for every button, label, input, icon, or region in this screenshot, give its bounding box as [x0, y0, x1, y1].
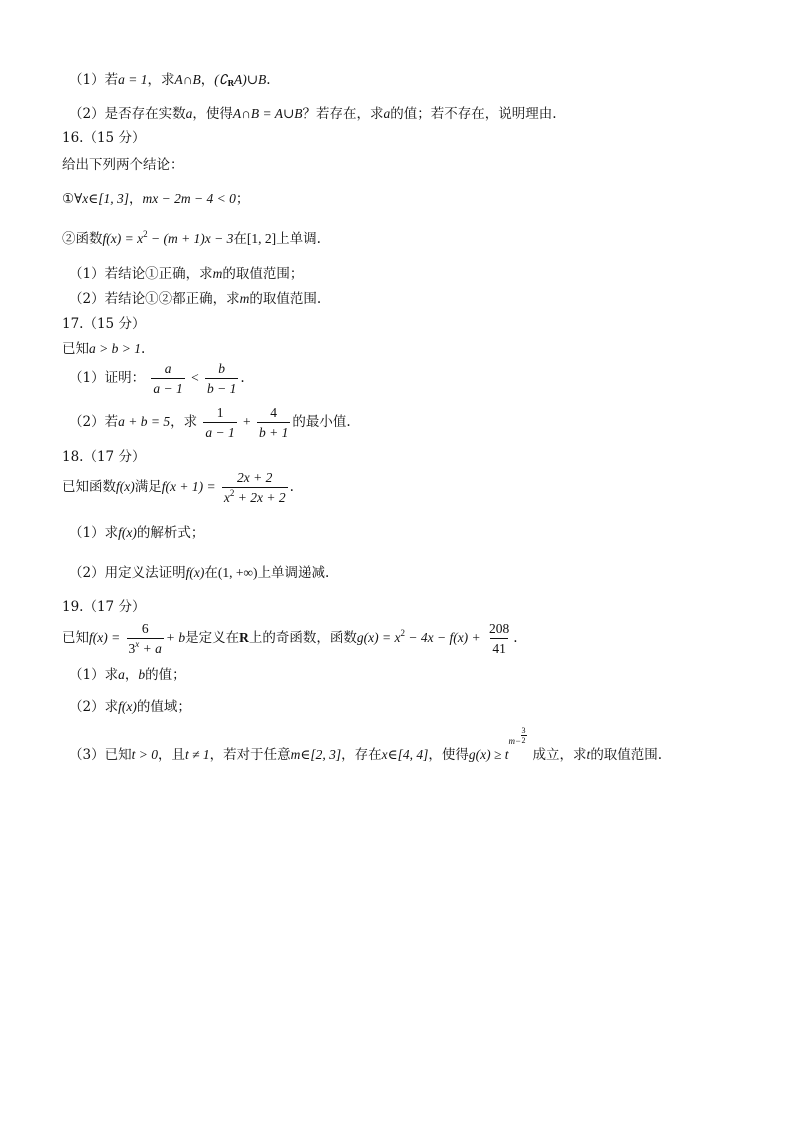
q17-part2: （2）若a + b = 5，求 $\frac{1}{a - 1}$ + $\frac{4}{b + 1}$ 的最小值.	[69, 405, 351, 440]
q18-part2: （2）用定义法证明f(x)在(1, +∞)上单调递减.	[69, 565, 330, 581]
q18-part1: （1）求f(x)的解析式；	[69, 525, 205, 541]
math: a = 1	[118, 72, 148, 87]
q18-given: 已知函数f(x)满足f(x + 1) = $\frac{2x + 2}{x^2 + 2x + 2}$ .	[62, 470, 294, 505]
q19-header: 19.（17 分）	[62, 599, 146, 615]
q16-intro: 给出下列两个结论：	[62, 157, 184, 173]
fraction-q18: $\frac{2x + 2}{x^2 + 2x + 2}$	[223, 470, 286, 505]
q17-given: 已知a > b > 1.	[62, 341, 146, 357]
q19-part2: （2）求f(x)的值域；	[69, 699, 191, 715]
q16-part2: （2）若结论①②都正确，求m的取值范围.	[69, 291, 322, 307]
exponent: m− 3 2	[508, 726, 526, 746]
q15-part2: （2）是否存在实数a，使得A∩B = A∪B？若存在，求a的值；若不存在，说明理由.	[69, 106, 557, 122]
fraction-b: $\frac{b}{b - 1}$	[206, 361, 237, 396]
q16-header: 16.（15 分）	[62, 130, 146, 146]
q16-conclusion-1: ①∀x∈[1, 3]，mx − 2m − 4 < 0；	[62, 191, 250, 207]
fraction-208-41: $\frac{208}{41}$	[488, 621, 510, 656]
fraction-a: $\frac{a}{a - 1}$	[153, 361, 183, 396]
q17-header: 17.（15 分）	[62, 316, 146, 332]
q19-part3: （3）已知t > 0，且t ≠ 1，若对于任意m∈[2, 3]，存在x∈[4, 4]，使得g(x) ≥ t m− 3 2 成立，求t的取值范围.	[69, 726, 663, 763]
q15-part1: （1）若a = 1，求A∩B，$(∁_RA)\cup B$.	[69, 72, 271, 88]
q17-part1: （1）证明： $\frac{a}{a - 1}$ < $\frac{b}{b - 1}$ .	[69, 361, 245, 396]
q16-conclusion-2: ②函数$f(x) = x^2 - (m + 1)x - 3$在[1, 2]上单调.	[62, 229, 321, 247]
q18-header: 18.（17 分）	[62, 449, 146, 465]
q19-given: 已知f(x) = $\frac{6}{3^x + a}$ + b是定义在R上的奇函数，函数$g(x) = x^2 - 4x - f(x)$ + $\frac{208}{41}$ .	[62, 621, 518, 656]
fraction-q19-f: $\frac{6}{3^x + a}$	[128, 621, 162, 656]
q16-part1: （1）若结论①正确，求m的取值范围；	[69, 266, 304, 282]
fraction-4: $\frac{4}{b + 1}$	[258, 405, 289, 440]
fraction-1: $\frac{1}{a - 1}$	[205, 405, 235, 440]
q19-part1: （1）求a，b的值；	[69, 667, 186, 683]
